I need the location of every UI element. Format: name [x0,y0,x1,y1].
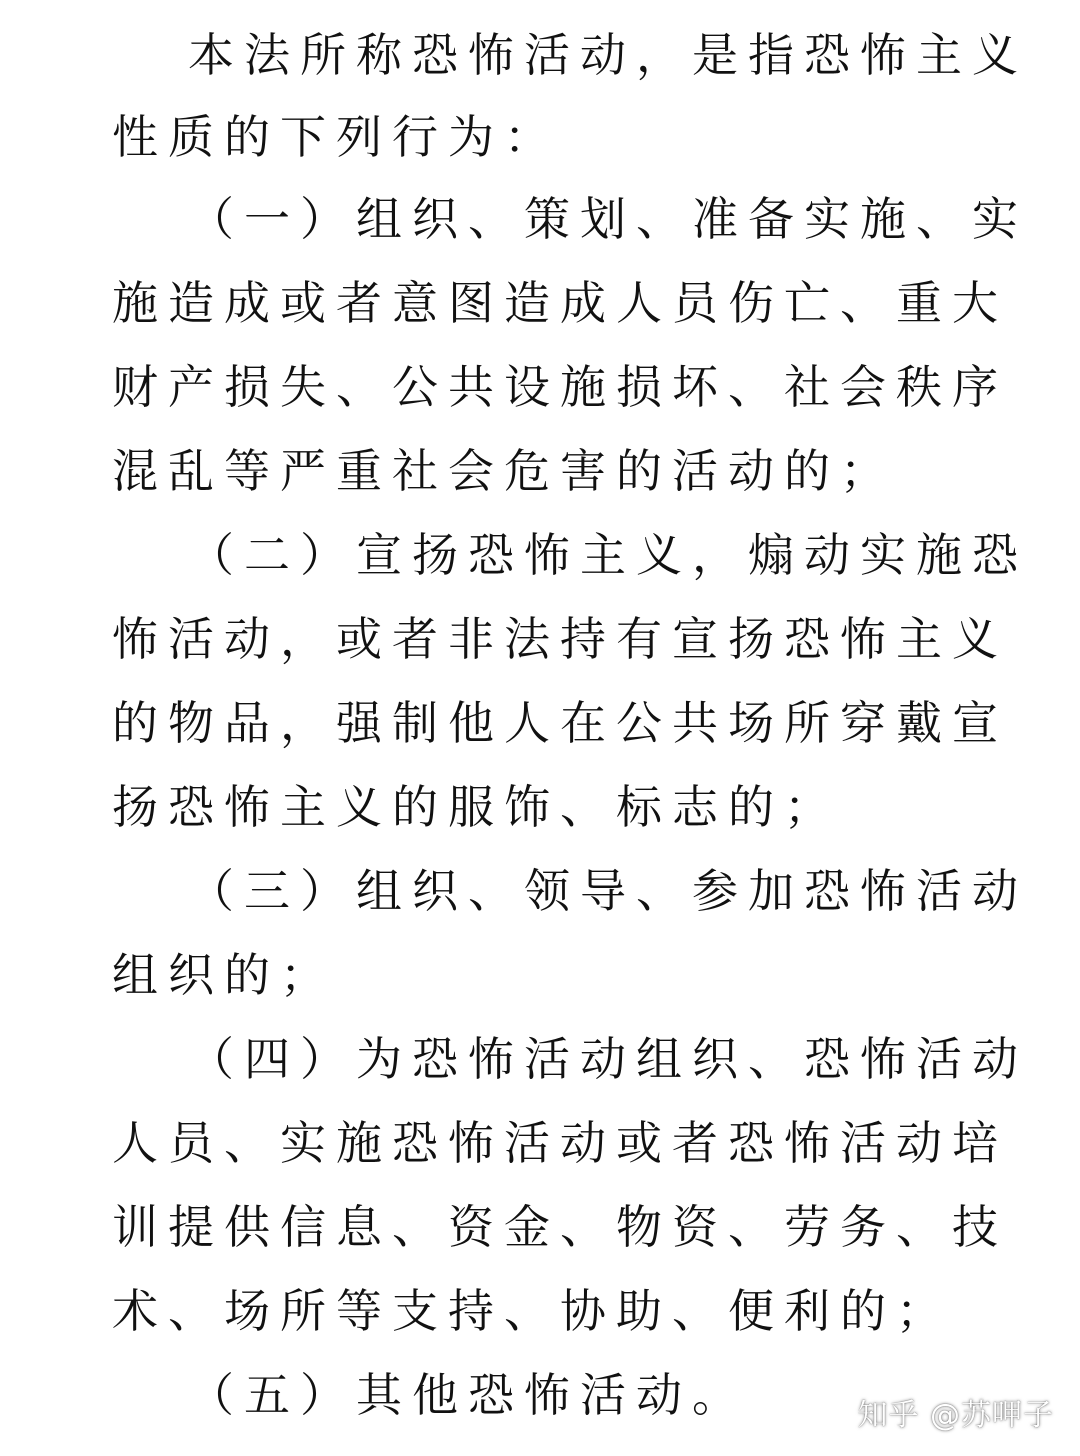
text-line: 的物品，强制他人在公共场所穿戴宣 [112,696,1008,750]
text-line: 人员、实施恐怖活动或者恐怖活动培 [112,1116,1008,1170]
text-line: （二）宣扬恐怖主义，煽动实施恐 [188,528,1028,582]
text-line: （四）为恐怖活动组织、恐怖活动 [188,1032,1028,1086]
text-line: 训提供信息、资金、物资、劳务、技 [112,1200,1008,1254]
text-line: 怖活动，或者非法持有宣扬恐怖主义 [112,612,1008,666]
text-line: 组织的； [112,948,336,1002]
text-line: （一）组织、策划、准备实施、实 [188,192,1028,246]
watermark: 知乎 @苏呷子 [857,1398,1054,1433]
text-line: 性质的下列行为： [112,110,560,164]
text-line: 扬恐怖主义的服饰、标志的； [112,780,840,834]
text-line: （三）组织、领导、参加恐怖活动 [188,864,1028,918]
text-line: 术、场所等支持、协助、便利的； [112,1284,952,1338]
text-line: 财产损失、公共设施损坏、社会秩序 [112,360,1008,414]
text-line: （五）其他恐怖活动。 [188,1368,748,1422]
text-line: 施造成或者意图造成人员伤亡、重大 [112,276,1008,330]
text-line: 本法所称恐怖活动，是指恐怖主义 [188,28,1028,82]
text-line: 混乱等严重社会危害的活动的； [112,444,896,498]
